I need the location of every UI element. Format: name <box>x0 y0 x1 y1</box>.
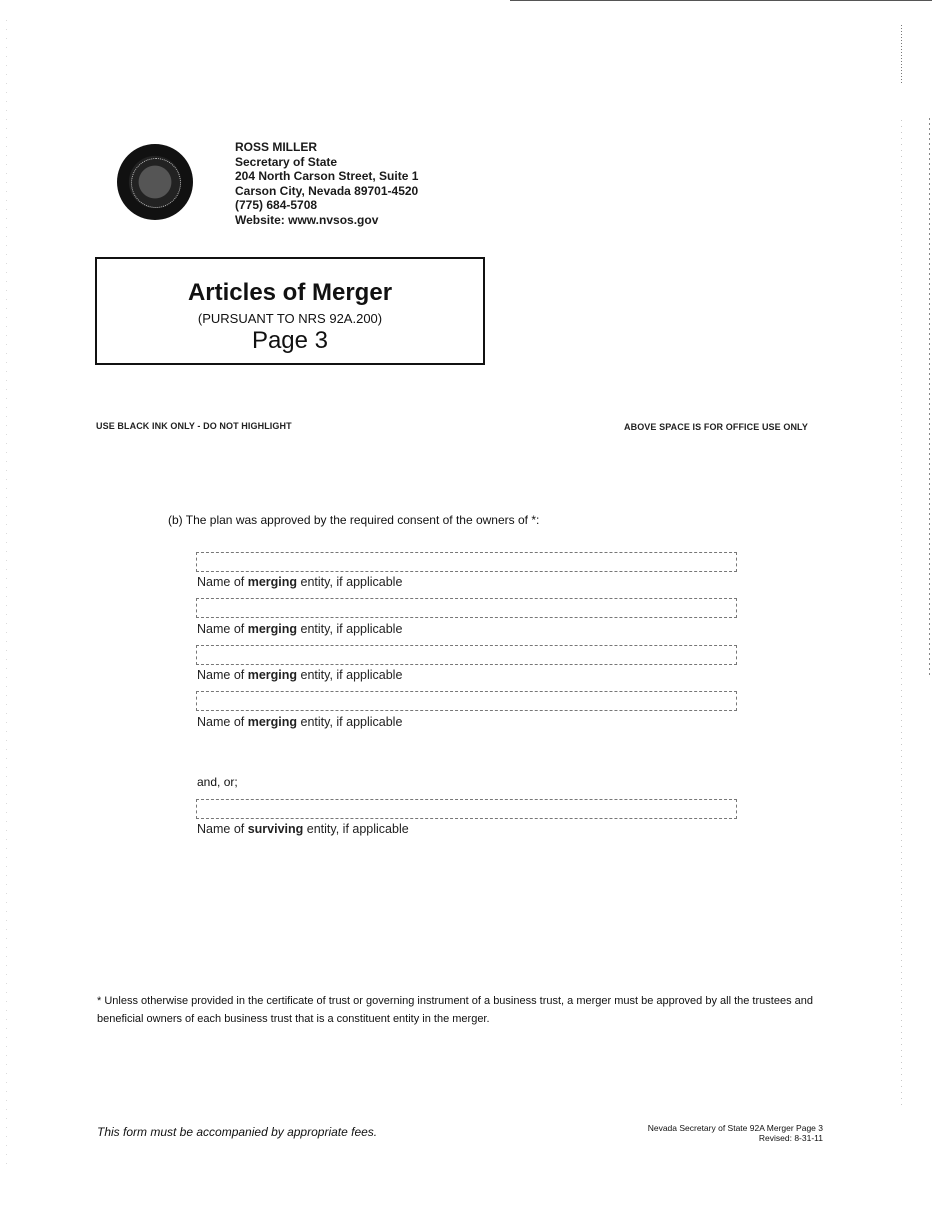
state-seal-logo <box>117 144 193 220</box>
merging-entity-label-2 <box>197 622 402 636</box>
scan-artifact-right-edge <box>929 118 930 678</box>
label-text: entity, if applicable <box>297 622 403 636</box>
label-emphasis: merging <box>247 575 298 589</box>
merging-entity-label-1 <box>197 575 402 589</box>
merging-entity-field-4[interactable] <box>196 691 737 711</box>
label-text: Name of <box>197 622 248 636</box>
scan-artifact-right-marks <box>901 25 902 85</box>
label-text: Name of <box>197 715 248 729</box>
and-or-connector: and, or; <box>197 775 238 789</box>
label-text: entity, if applicable <box>297 668 403 682</box>
scan-artifact-left-edge <box>6 20 7 1170</box>
revision-date: Revised: 8-31-11 <box>758 1133 823 1143</box>
label-emphasis: surviving <box>247 822 304 836</box>
surviving-entity-field[interactable] <box>196 799 737 819</box>
form-title-box <box>95 257 485 365</box>
merging-entity-field-3[interactable] <box>196 645 737 665</box>
label-text: Name of <box>197 575 248 589</box>
form-identifier <box>560 1123 823 1143</box>
form-title: Articles of Merger <box>187 279 393 306</box>
section-b-intro: (b) The plan was approved by the required consent of the owners of *: <box>168 513 540 527</box>
official-title: Secretary of State <box>235 154 338 169</box>
street-address: 204 North Carson Street, Suite 1 <box>235 169 419 184</box>
form-id-text: Nevada Secretary of State 92A Merger Page 3 <box>647 1123 823 1133</box>
merging-entity-label-4 <box>197 715 402 729</box>
label-text: Name of <box>197 822 248 836</box>
label-text: entity, if applicable <box>297 715 403 729</box>
ink-notice: USE BLACK INK ONLY - DO NOT HIGHLIGHT <box>96 421 292 431</box>
fees-note: This form must be accompanied by appropriate fees. <box>97 1125 378 1139</box>
scan-artifact-top-line <box>510 0 932 1</box>
merging-entity-label-3 <box>197 668 402 682</box>
business-trust-footnote: * Unless otherwise provided in the certificate of trust or governing instrument of a business trust, a merger must be approved by all the trustees and beneficial owners of each business trust that is a constituent entity in the merger. <box>97 995 813 1025</box>
official-name: ROSS MILLER <box>235 140 318 154</box>
form-statute: (PURSUANT TO NRS 92A.200) <box>197 311 383 326</box>
office-use-notice: ABOVE SPACE IS FOR OFFICE USE ONLY <box>624 422 808 432</box>
label-text: entity, if applicable <box>303 822 409 836</box>
phone-number: (775) 684-5708 <box>235 198 318 213</box>
label-text: entity, if applicable <box>297 575 403 589</box>
city-state-zip: Carson City, Nevada 89701-4520 <box>235 183 419 198</box>
label-emphasis: merging <box>247 622 298 636</box>
website: Website: www.nvsos.gov <box>235 212 379 227</box>
label-emphasis: merging <box>247 715 298 729</box>
form-page-number: Page 3 <box>251 327 329 354</box>
surviving-entity-label <box>197 822 409 836</box>
office-address <box>235 140 418 228</box>
merging-entity-field-1[interactable] <box>196 552 737 572</box>
label-emphasis: merging <box>247 668 298 682</box>
label-text: Name of <box>197 668 248 682</box>
scan-artifact-right-marks <box>901 120 902 1110</box>
merging-entity-field-2[interactable] <box>196 598 737 618</box>
